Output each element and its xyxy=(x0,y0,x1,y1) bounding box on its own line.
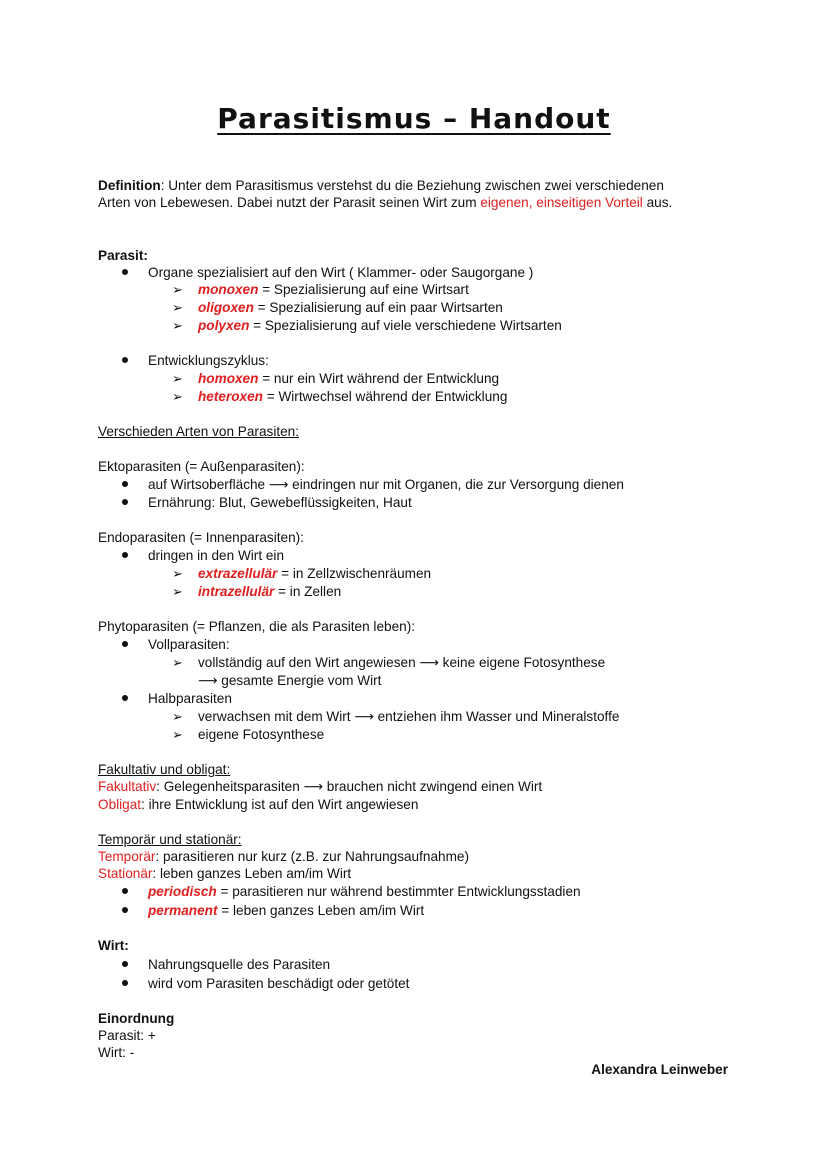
bullet-icon xyxy=(122,499,128,505)
definition-highlight: eigenen, einseitigen Vorteil xyxy=(480,195,643,210)
list-item: Halbparasiten xyxy=(148,691,232,706)
section-heading-fakultativ: Fakultativ und obligat: xyxy=(98,762,231,777)
section-heading-arten: Verschieden Arten von Parasiten: xyxy=(98,424,300,439)
list-item: auf Wirtsoberfläche ⟶ eindringen nur mit Organen, die zur Versorgung dienen xyxy=(148,477,624,492)
arrow-bullet-icon: ➢ xyxy=(172,300,183,315)
bullet-icon xyxy=(122,695,128,701)
arrow-bullet-icon: ➢ xyxy=(172,318,183,333)
list-item: ⟶ gesamte Energie vom Wirt xyxy=(198,673,382,688)
section-heading-temporaer: Temporär und stationär: xyxy=(98,832,242,847)
list-item: polyxen = Spezialisierung auf viele verschiedene Wirtsarten xyxy=(198,318,562,333)
bullet-icon xyxy=(122,907,128,913)
list-item: vollständig auf den Wirt angewiesen ⟶ keine eigene Fotosynthese xyxy=(198,655,606,670)
bullet-icon xyxy=(122,481,128,487)
list-item: permanent = leben ganzes Leben am/im Wirt xyxy=(148,903,425,918)
arrow-bullet-icon: ➢ xyxy=(172,566,183,581)
section-heading-wirt: Wirt: xyxy=(98,938,129,953)
list-item: Nahrungsquelle des Parasiten xyxy=(148,957,331,972)
list-item: Obligat: ihre Entwicklung ist auf den Wirt angewiesen xyxy=(98,797,419,812)
definition-line-2: Arten von Lebewesen. Dabei nutzt der Parasit seinen Wirt zum eigenen, einseitigen Vorteil aus. xyxy=(98,195,673,210)
arrow-bullet-icon: ➢ xyxy=(172,709,183,724)
list-item: periodisch = parasitieren nur während bestimmter Entwicklungsstadien xyxy=(148,884,581,899)
list-item: Parasit: + xyxy=(98,1028,156,1043)
arrow-bullet-icon: ➢ xyxy=(172,655,183,670)
list-item: homoxen = nur ein Wirt während der Entwicklung xyxy=(198,371,500,386)
list-item: wird vom Parasiten beschädigt oder getötet xyxy=(148,976,410,991)
list-item: Stationär: leben ganzes Leben am/im Wirt xyxy=(98,866,352,881)
bullet-icon xyxy=(122,269,128,275)
list-item: Vollparasiten: xyxy=(148,637,230,652)
bullet-icon xyxy=(122,552,128,558)
list-item: Organe spezialisiert auf den Wirt ( Klammer- oder Saugorgane ) xyxy=(148,265,534,280)
list-item: Temporär: parasitieren nur kurz (z.B. zur Nahrungsaufnahme) xyxy=(98,849,469,864)
subheading-ekto: Ektoparasiten (= Außenparasiten): xyxy=(98,459,305,474)
arrow-bullet-icon: ➢ xyxy=(172,389,183,404)
definition-line-1: Definition: Unter dem Parasitismus verstehst du die Beziehung zwischen zwei verschiedenen xyxy=(98,178,664,193)
list-item: Entwicklungszyklus: xyxy=(148,353,269,368)
list-item: Ernährung: Blut, Gewebeflüssigkeiten, Haut xyxy=(148,495,412,510)
bullet-icon xyxy=(122,888,128,894)
bullet-icon xyxy=(122,641,128,647)
section-heading-parasit: Parasit: xyxy=(98,248,148,263)
list-item: oligoxen = Spezialisierung auf ein paar Wirtsarten xyxy=(198,300,503,315)
bullet-icon xyxy=(122,357,128,363)
list-item: heteroxen = Wirtwechsel während der Entwicklung xyxy=(198,389,508,404)
arrow-bullet-icon: ➢ xyxy=(172,584,183,599)
list-item: verwachsen mit dem Wirt ⟶ entziehen ihm Wasser und Mineralstoffe xyxy=(198,709,620,724)
list-item: extrazellulär = in Zellzwischenräumen xyxy=(198,566,432,581)
bullet-icon xyxy=(122,961,128,967)
list-item: Wirt: - xyxy=(98,1045,135,1060)
list-item: eigene Fotosynthese xyxy=(198,727,325,742)
section-heading-einordnung: Einordnung xyxy=(98,1011,175,1026)
list-item: monoxen = Spezialisierung auf eine Wirtsart xyxy=(198,282,469,297)
list-item: dringen in den Wirt ein xyxy=(148,548,285,563)
page-title: Parasitismus – Handout xyxy=(217,102,611,135)
subheading-endo: Endoparasiten (= Innenparasiten): xyxy=(98,530,304,545)
arrow-bullet-icon: ➢ xyxy=(172,282,183,297)
subheading-phyto: Phytoparasiten (= Pflanzen, die als Parasiten leben): xyxy=(98,619,415,634)
arrow-bullet-icon: ➢ xyxy=(172,371,183,386)
definition-label: Definition xyxy=(98,178,161,193)
arrow-bullet-icon: ➢ xyxy=(172,727,183,742)
list-item: intrazellulär = in Zellen xyxy=(198,584,342,599)
author-signature: Alexandra Leinweber xyxy=(591,1062,728,1077)
bullet-icon xyxy=(122,980,128,986)
list-item: Fakultativ: Gelegenheitsparasiten ⟶ brauchen nicht zwingend einen Wirt xyxy=(98,779,543,794)
